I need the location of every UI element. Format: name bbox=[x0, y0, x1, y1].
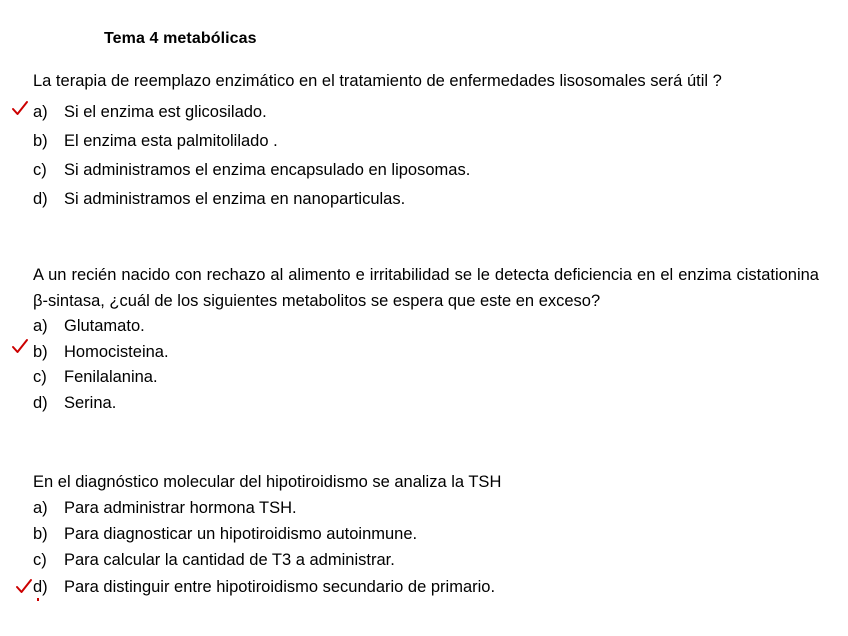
option-b bbox=[33, 521, 819, 547]
check-icon bbox=[15, 578, 33, 596]
option-letter: b) bbox=[33, 132, 48, 150]
option-letter: a) bbox=[33, 103, 48, 121]
option-text: Fenilalanina. bbox=[64, 368, 158, 386]
option-text: Para calcular la cantidad de T3 a administrar. bbox=[64, 551, 395, 570]
option-text: Para diagnosticar un hipotiroidismo autoinmune. bbox=[64, 525, 418, 544]
question-text: En el diagnóstico molecular del hipotiroidismo se analiza la TSH bbox=[33, 473, 502, 491]
option-text: Para administrar hormona TSH. bbox=[64, 499, 297, 517]
question-text: La terapia de reemplazo enzimático en el tratamiento de enfermedades lisosomales será útil ? bbox=[33, 72, 722, 90]
option-a bbox=[33, 495, 819, 521]
option-list bbox=[33, 98, 819, 214]
question-3 bbox=[33, 469, 819, 600]
option-c bbox=[33, 156, 819, 185]
option-text: Serina. bbox=[64, 393, 117, 412]
option-text: Si el enzima est glicosilado. bbox=[64, 103, 267, 121]
option-list bbox=[33, 314, 819, 416]
question-2 bbox=[33, 262, 819, 416]
question-text: A un recién nacido con rechazo al alimento e irritabilidad se le detecta deficiencia en el enzima cistationina β-sintasa, ¿cuál de los siguientes metabolitos se espera que este en exceso? bbox=[33, 266, 819, 310]
option-letter: d) bbox=[33, 190, 48, 208]
option-text: Glutamato. bbox=[64, 317, 145, 335]
option-letter: d) bbox=[33, 393, 48, 412]
option-text: El enzima esta palmitolilado . bbox=[64, 132, 278, 150]
option-d bbox=[33, 185, 819, 214]
option-b bbox=[33, 340, 819, 366]
option-c bbox=[33, 547, 819, 573]
option-letter: a) bbox=[33, 317, 48, 335]
option-a bbox=[33, 98, 819, 127]
option-c bbox=[33, 365, 819, 391]
option-d bbox=[33, 391, 819, 417]
option-list bbox=[33, 495, 819, 600]
question-1 bbox=[33, 68, 819, 214]
option-letter: c) bbox=[33, 161, 47, 179]
option-letter: c) bbox=[33, 551, 47, 570]
option-text: Si administramos el enzima encapsulado en liposomas. bbox=[64, 161, 471, 179]
option-letter: d) bbox=[33, 577, 48, 596]
option-letter: b) bbox=[33, 525, 48, 544]
option-d bbox=[33, 574, 819, 600]
option-letter: a) bbox=[33, 499, 48, 517]
ink-dot bbox=[37, 598, 39, 601]
option-text: Si administramos el enzima en nanoparticulas. bbox=[64, 190, 406, 208]
check-icon bbox=[11, 100, 29, 118]
option-a bbox=[33, 314, 819, 340]
page-title: Tema 4 metabólicas bbox=[104, 30, 257, 47]
option-text: Para distinguir entre hipotiroidismo secundario de primario. bbox=[64, 577, 496, 596]
option-letter: b) bbox=[33, 342, 48, 361]
option-b bbox=[33, 127, 819, 156]
option-letter: c) bbox=[33, 368, 47, 386]
option-text: Homocisteina. bbox=[64, 342, 169, 361]
check-icon bbox=[11, 338, 29, 356]
